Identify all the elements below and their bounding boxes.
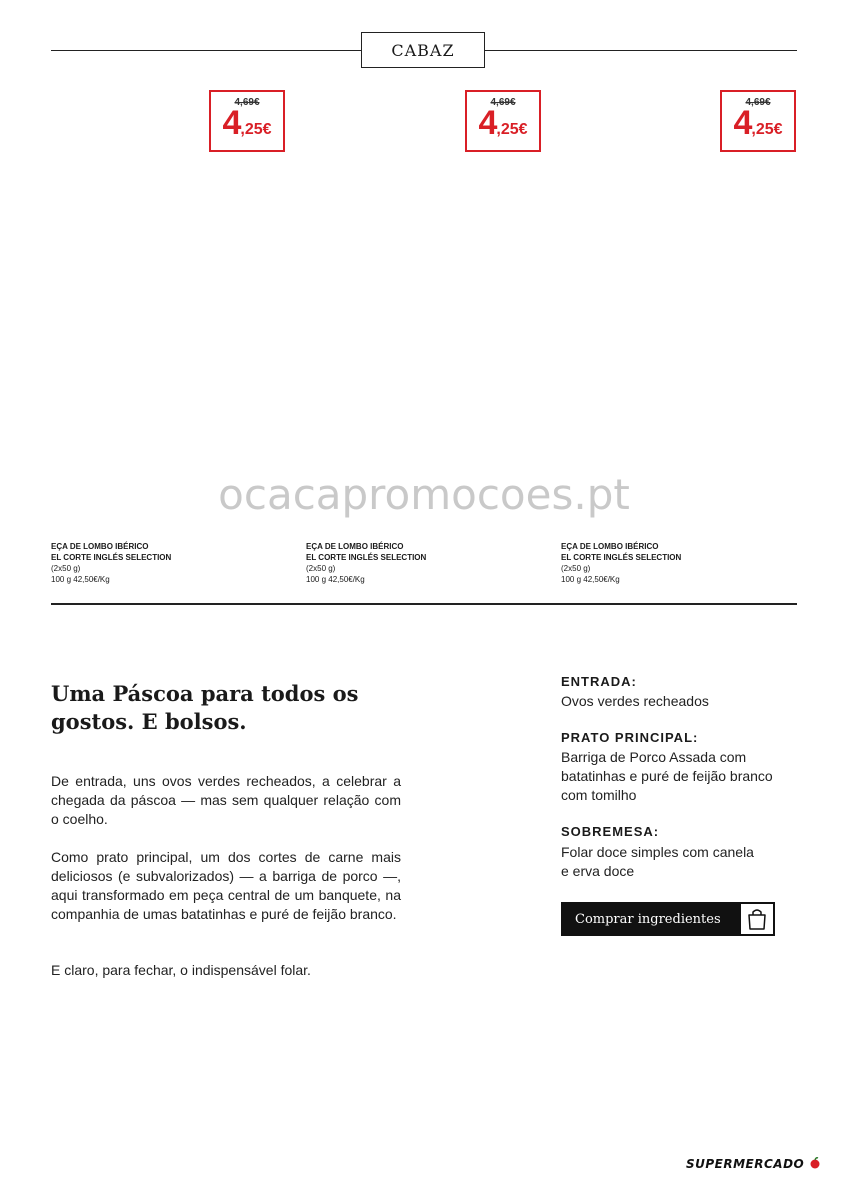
- old-price: 4,69€: [234, 97, 260, 108]
- header-rule-right: [485, 50, 797, 51]
- shopping-bag-icon: [740, 903, 774, 935]
- watermark: ocacapromocoes.pt: [218, 470, 630, 519]
- menu-heading-entrada: ENTRADA:: [561, 674, 637, 689]
- header-rule-left: [51, 50, 361, 51]
- new-price: 4,25€: [222, 104, 272, 142]
- article-paragraph: De entrada, uns ovos verdes recheados, a celebrar a chegada da páscoa — mas sem qualquer relação com o coelho.: [51, 773, 401, 827]
- new-price: 4,25€: [478, 104, 528, 142]
- brand-text: SUPERMERCADO: [686, 1157, 805, 1171]
- product-description: [51, 541, 251, 585]
- old-price: 4,69€: [745, 97, 771, 108]
- menu-text-sobremesa: Folar doce simples com canela e erva doce: [561, 844, 754, 879]
- product-unit-price: 100 g 42,50€/Kg: [306, 575, 365, 584]
- price-tag: [209, 90, 285, 152]
- product-unit-price: 100 g 42,50€/Kg: [51, 575, 110, 584]
- headline-line: gostos. E bolsos.: [51, 709, 247, 734]
- menu-text-entrada: Ovos verdes recheados: [561, 693, 709, 709]
- product-description: [561, 541, 761, 585]
- section-divider: [51, 603, 797, 605]
- product-name: EÇA DE LOMBO IBÉRICO: [306, 542, 404, 551]
- buy-ingredients-button[interactable]: [561, 902, 775, 936]
- headline-line: Uma Páscoa para todos os: [51, 681, 359, 706]
- brand-logo: [686, 1157, 821, 1171]
- old-price: 4,69€: [490, 97, 516, 108]
- product-quantity: (2x50 g): [51, 564, 81, 573]
- product-name: EÇA DE LOMBO IBÉRICO: [561, 542, 659, 551]
- product-brand: EL CORTE INGLÉS SELECTION: [51, 553, 172, 562]
- product-description: [306, 541, 506, 585]
- buy-button-label: Comprar ingredientes: [575, 911, 721, 927]
- product-name: EÇA DE LOMBO IBÉRICO: [51, 542, 149, 551]
- article-headline: [51, 680, 391, 736]
- product-quantity: (2x50 g): [306, 564, 336, 573]
- product-unit-price: 100 g 42,50€/Kg: [561, 575, 620, 584]
- menu-heading-sobremesa: SOBREMESA:: [561, 824, 660, 839]
- apple-icon: [809, 1157, 821, 1169]
- section-label: CABAZ: [361, 32, 485, 68]
- menu-heading-prato-principal: PRATO PRINCIPAL:: [561, 730, 699, 745]
- article-paragraph: Como prato principal, um dos cortes de carne mais deliciosos (e subvalorizados) — a barriga de porco —, aqui transformado em peça central de um banquete, na companhia de umas batatinhas e puré de feijão branco.: [51, 849, 401, 922]
- new-price: 4,25€: [733, 104, 783, 142]
- menu-text-prato-principal: Barriga de Porco Assada com batatinhas e puré de feijão branco com tomilho: [561, 749, 773, 803]
- product-brand: EL CORTE INGLÉS SELECTION: [306, 553, 427, 562]
- article-paragraph: E claro, para fechar, o indispensável folar.: [51, 962, 311, 978]
- price-tag: [465, 90, 541, 152]
- product-quantity: (2x50 g): [561, 564, 591, 573]
- price-tag: [720, 90, 796, 152]
- product-brand: EL CORTE INGLÉS SELECTION: [561, 553, 682, 562]
